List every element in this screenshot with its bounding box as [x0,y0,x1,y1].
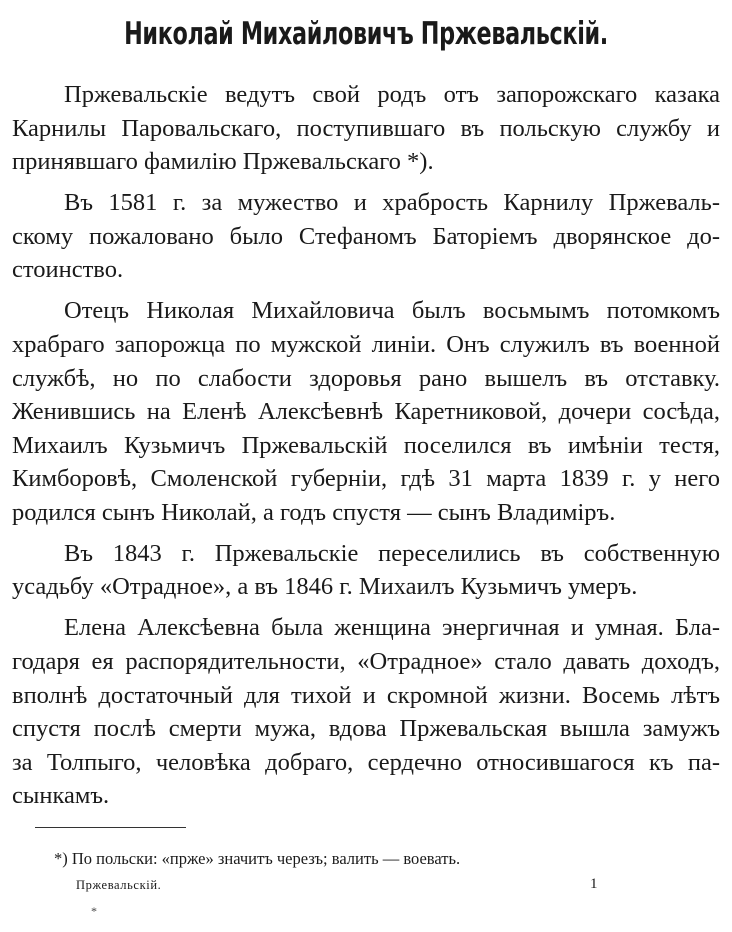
text-line: принявшаго фамилію Пржевальскаго *). [12,148,434,176]
paragraph [12,186,720,287]
text-line: усадьбу «Отрадное», а въ 1846 г. Михаилъ Кузьмичъ умеръ. [12,573,638,601]
text-line: вполнѣ достаточный для тихой и скромной жизни. Восемь лѣтъ [12,681,720,709]
paragraph [12,611,720,813]
text-line: Отецъ Николая Михайловича былъ восьмымъ потомкомъ [64,297,720,325]
text-line: родился сынъ Николай, а годъ спустя — сынъ Владиміръ. [12,498,616,526]
text-line: Карнилы Паровальскаго, поступившаго въ польскую службу и [12,114,720,142]
text-line: сынкамъ. [12,782,110,810]
text-line: спустя послѣ смерти мужа, вдова Пржевальская вышла замужъ [12,715,720,743]
text-line: Пржевальскіе ведутъ свой родъ отъ запорожскаго казака [64,81,720,108]
paragraph [12,537,720,604]
signature-mark: * [91,904,97,918]
paragraph [12,78,720,179]
text-line: Елена Алексѣевна была женщина энергичная и умная. Бла- [64,614,720,642]
paragraph [12,294,720,529]
text-line: Женившись на Еленѣ Алексѣевнѣ Каретниковой, дочери сосѣда, [12,398,720,426]
text-line: Въ 1843 г. Пржевальскіе переселились въ собственную [64,539,720,567]
text-line: стоинство. [12,256,124,284]
text-line: Кимборовѣ, Смоленской губерніи, гдѣ 31 марта 1839 г. у него [12,465,720,493]
text-line: службѣ, но по слабости здоровья рано вышелъ въ отставку. [12,364,720,392]
body-text [12,78,720,820]
footnote-rule [35,827,186,828]
text-line: годаря ея распорядительности, «Отрадное» стало давать доходъ, [12,648,720,676]
text-line: скому пожаловано было Стефаномъ Баторіемъ дворянское до- [12,222,720,250]
text-line: за Толпыго, человѣка добраго, сердечно относившагося къ па- [12,748,720,776]
text-line: Въ 1581 г. за мужество и храбрость Карнилу Пржеваль- [64,189,720,217]
running-footer: Пржевальскій. [76,878,162,892]
page-number: 1 [590,876,598,892]
text-line: храбраго запорожца по мужской линіи. Онъ служилъ въ военной [12,330,720,358]
page-title: Николай Михайловичъ Пржевальскій. [124,16,608,52]
footnote: *) По польски: «прже» значитъ черезъ; валить — воевать. [54,849,461,868]
text-line: Михаилъ Кузьмичъ Пржевальскій поселился въ имѣніи тестя, [12,431,720,459]
